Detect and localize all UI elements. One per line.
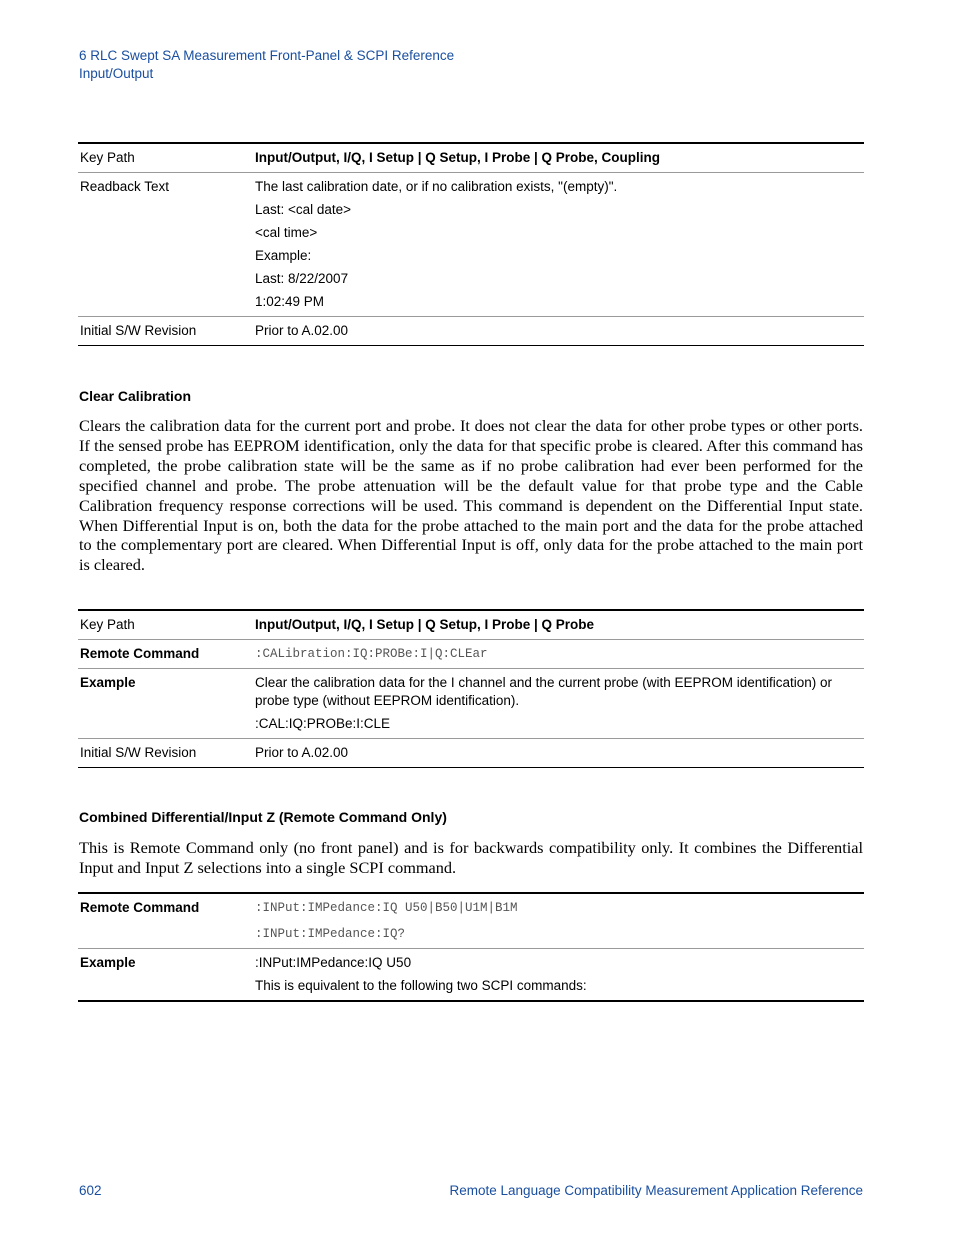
combined-body: This is Remote Command only (no front panel) and is for backwards compatibility only. It combines the Differential Input and Input Z selections into a single SCPI command. [79,838,863,877]
remote-command-label: Remote Command [78,640,253,669]
readback-label: Readback Text [78,173,253,317]
remote-command-syntax: :INPut:IMPedance:IQ U50|B50|U1M|B1M [255,901,518,915]
example-command: :INPut:IMPedance:IQ U50 [255,955,412,970]
remote-command-value: :CALibration:IQ:PROBe:I|Q:CLEar [253,640,864,669]
book-title: Remote Language Compatibility Measurement Application Reference [449,1183,863,1198]
remote-command-label: Remote Command [78,893,253,949]
remote-command-query: :INPut:IMPedance:IQ? [255,927,406,941]
readback-value [253,173,864,317]
remote-command-value [253,893,864,949]
readback-line: <cal time> [255,225,318,240]
revision-value: Prior to A.02.00 [253,739,864,768]
example-value [253,949,864,1002]
revision-label: Initial S/W Revision [78,317,253,346]
readback-line: Example: [255,248,312,263]
revision-label: Initial S/W Revision [78,739,253,768]
section-title: Input/Output [79,66,154,81]
readback-line: The last calibration date, or if no calibration exists, "(empty)". [255,179,618,194]
chapter-title: 6 RLC Swept SA Measurement Front-Panel & SCPI Reference [79,48,455,63]
key-path-value: Input/Output, I/Q, I Setup | Q Setup, I Probe | Q Probe [253,610,864,640]
example-description: Clear the calibration data for the I channel and the current probe (with EEPROM identification) or probe type (without EEPROM identification). [255,675,833,708]
example-command: :CAL:IQ:PROBe:I:CLE [255,716,391,731]
readback-line: 1:02:49 PM [255,294,325,309]
key-path-label: Key Path [78,610,253,640]
key-path-value: Input/Output, I/Q, I Setup | Q Setup, I Probe | Q Probe, Coupling [253,143,864,173]
clear-calibration-table [78,609,864,768]
combined-command-table [78,892,864,1002]
example-description: This is equivalent to the following two SCPI commands: [255,978,587,993]
revision-value: Prior to A.02.00 [253,317,864,346]
clear-calibration-heading: Clear Calibration [79,388,192,404]
clear-calibration-body: Clears the calibration data for the current port and probe. It does not clear the data for other probe types or other ports. If the sensed probe has EEPROM identification, only the data for that specific probe is cleared. After this command has completed, the probe calibration state will be the same as if no probe calibration had ever been performed for the specified channel and probe. The probe attenuation will be the default value for that probe type and the Cable Calibration frequency response corrections will be used. This command is dependent on the Differential Input state. When Differential Input is on, both the data for the probe attached to the main port and the data for the probe attached to the complementary port are cleared. When Differential Input is off, only data for the probe attached to the main port is cleared. [79,416,863,575]
example-value [253,669,864,739]
example-label: Example [78,669,253,739]
running-header [79,47,454,83]
readback-line: Last: <cal date> [255,202,352,217]
page-number: 602 [79,1183,102,1198]
combined-heading: Combined Differential/Input Z (Remote Command Only) [79,809,447,825]
example-label: Example [78,949,253,1002]
coupling-properties-table [78,142,864,346]
key-path-label: Key Path [78,143,253,173]
readback-line: Last: 8/22/2007 [255,271,349,286]
